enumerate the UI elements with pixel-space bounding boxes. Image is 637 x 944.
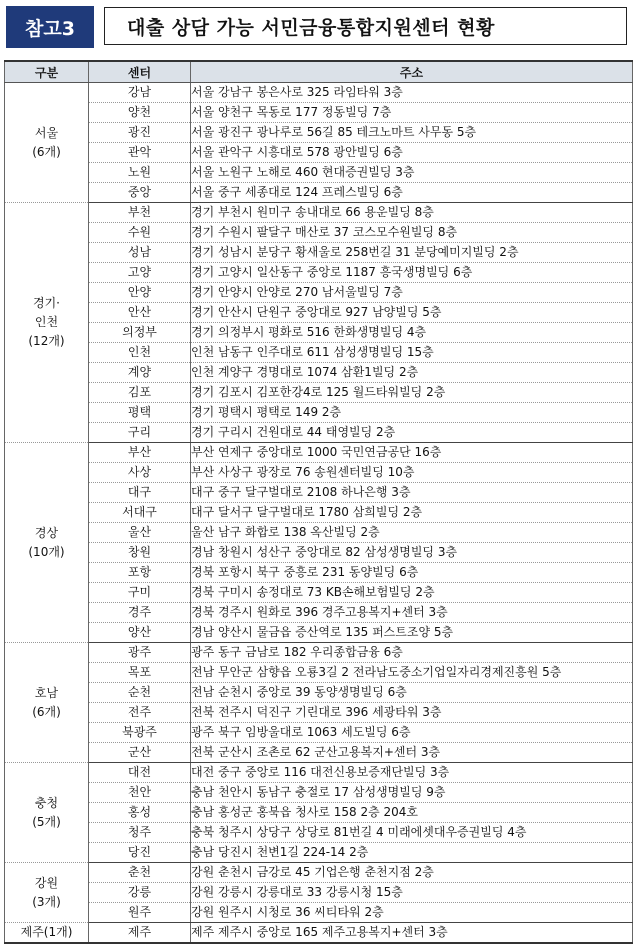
center-address: 전북 군산시 조촌로 62 군산고용복지+센터 3층: [191, 743, 633, 763]
table-row: [5, 683, 633, 703]
table-row: [5, 843, 633, 863]
table-row: [5, 183, 633, 203]
table-row: [5, 563, 633, 583]
center-name: 군산: [89, 743, 191, 763]
region-name: 경상: [34, 525, 59, 540]
center-name: 천안: [89, 783, 191, 803]
table-row: [5, 823, 633, 843]
table-row: [5, 523, 633, 543]
center-address: 전남 순천시 중앙로 39 동양생명빌딩 6층: [191, 683, 633, 703]
table-row: [5, 803, 633, 823]
header-region: 구분: [5, 61, 89, 83]
page-title: 대출 상담 가능 서민금융통합지원센터 현황: [104, 7, 627, 45]
center-name: 대구: [89, 483, 191, 503]
center-name: 김포: [89, 383, 191, 403]
center-name: 당진: [89, 843, 191, 863]
region-cell: [5, 923, 89, 944]
table-header-row: [5, 61, 633, 83]
center-name: 목포: [89, 663, 191, 683]
region-count: (10개): [28, 544, 65, 559]
region-name: 호남: [34, 685, 59, 700]
center-address: 전남 무안군 삼향읍 오룡3길 2 전라남도중소기업일자리경제진흥원 5층: [191, 663, 633, 683]
center-name: 계양: [89, 363, 191, 383]
center-address: 경남 창원시 성산구 중앙대로 82 삼성생명빌딩 3층: [191, 543, 633, 563]
center-name: 순천: [89, 683, 191, 703]
table-row: [5, 203, 633, 223]
table-row: [5, 783, 633, 803]
center-name: 의정부: [89, 323, 191, 343]
table-row: [5, 223, 633, 243]
center-name: 노원: [89, 163, 191, 183]
center-name: 고양: [89, 263, 191, 283]
center-name: 중앙: [89, 183, 191, 203]
center-address: 광주 동구 금남로 182 우리종합금융 6층: [191, 643, 633, 663]
table-row: [5, 163, 633, 183]
region-name: 인천: [34, 315, 59, 329]
center-address: 충남 천안시 동남구 충절로 17 삼성생명빌딩 9층: [191, 783, 633, 803]
center-address: 인천 계양구 경명대로 1074 삼환1빌딩 2층: [191, 363, 633, 383]
region-count: (6개): [32, 144, 61, 159]
region-cell: [5, 443, 89, 643]
region-name: 서울: [34, 125, 59, 140]
center-name: 포항: [89, 563, 191, 583]
table-row: [5, 243, 633, 263]
table-row: [5, 363, 633, 383]
center-address: 경기 성남시 분당구 황새울로 258번길 31 분당예미지빌딩 2층: [191, 243, 633, 263]
center-name: 구미: [89, 583, 191, 603]
table-row: [5, 903, 633, 923]
table-row: [5, 883, 633, 903]
page-header: [6, 6, 629, 48]
table-row: [5, 263, 633, 283]
center-name: 강남: [89, 83, 191, 103]
table-row: [5, 583, 633, 603]
center-address: 부산 연제구 중앙대로 1000 국민연금공단 16층: [191, 443, 633, 463]
center-address: 서울 중구 세종대로 124 프레스빌딩 6층: [191, 183, 633, 203]
center-address: 경기 부천시 원미구 송내대로 66 용운빌딩 8층: [191, 203, 633, 223]
center-name: 부천: [89, 203, 191, 223]
center-name: 원주: [89, 903, 191, 923]
region-cell: [5, 203, 89, 443]
center-address: 서울 노원구 노해로 460 현대증권빌딩 3층: [191, 163, 633, 183]
center-address: 경북 경주시 원화로 396 경주고용복지+센터 3층: [191, 603, 633, 623]
table-row: [5, 703, 633, 723]
center-address: 서울 광진구 광나루로 56길 85 테크노마트 사무동 5층: [191, 123, 633, 143]
center-address: 전북 전주시 덕진구 기린대로 396 세광타워 3층: [191, 703, 633, 723]
region-count: (3개): [32, 894, 61, 909]
reference-badge: 참고3: [6, 6, 94, 48]
center-name: 경주: [89, 603, 191, 623]
region-count: (12개): [28, 334, 65, 348]
center-address: 경남 양산시 물금읍 증산역로 135 퍼스트조양 5층: [191, 623, 633, 643]
center-name: 양산: [89, 623, 191, 643]
center-name: 홍성: [89, 803, 191, 823]
center-name: 제주: [89, 923, 191, 944]
center-address: 부산 사상구 광장로 76 송원센터빌딩 10층: [191, 463, 633, 483]
table-row: [5, 743, 633, 763]
center-address: 충남 당진시 천변1길 224-14 2층: [191, 843, 633, 863]
region-count: (6개): [32, 704, 61, 719]
table-row: [5, 303, 633, 323]
center-address: 대구 달서구 달구벌대로 1780 삼희빌딩 2층: [191, 503, 633, 523]
center-name: 안산: [89, 303, 191, 323]
center-address: 경기 김포시 김포한강4로 125 월드타워빌딩 2층: [191, 383, 633, 403]
table-row: [5, 543, 633, 563]
center-name: 전주: [89, 703, 191, 723]
center-address: 경기 안양시 안양로 270 남서울빌딩 7층: [191, 283, 633, 303]
center-name: 광진: [89, 123, 191, 143]
center-name: 평택: [89, 403, 191, 423]
center-address: 제주 제주시 중앙로 165 제주고용복지+센터 3층: [191, 923, 633, 944]
center-address: 경기 고양시 일산동구 중앙로 1187 흥국생명빌딩 6층: [191, 263, 633, 283]
center-address: 대구 중구 달구벌대로 2108 하나은행 3층: [191, 483, 633, 503]
center-address: 경북 포항시 북구 중흥로 231 동양빌딩 6층: [191, 563, 633, 583]
center-name: 수원: [89, 223, 191, 243]
region-name: 강원: [34, 875, 59, 890]
table-row: [5, 503, 633, 523]
center-address: 서울 관악구 시흥대로 578 광안빌딩 6층: [191, 143, 633, 163]
table-row: [5, 643, 633, 663]
center-name: 성남: [89, 243, 191, 263]
center-address: 경북 구미시 송정대로 73 KB손해보험빌딩 2층: [191, 583, 633, 603]
center-address: 광주 북구 임방울대로 1063 세도빌딩 6층: [191, 723, 633, 743]
center-name: 구리: [89, 423, 191, 443]
center-address: 인천 남동구 인주대로 611 삼성생명빌딩 15층: [191, 343, 633, 363]
region-cell: [5, 643, 89, 763]
center-address: 경기 안산시 단원구 중앙대로 927 남양빌딩 5층: [191, 303, 633, 323]
center-address: 서울 강남구 봉은사로 325 라임타워 3층: [191, 83, 633, 103]
table-row: [5, 603, 633, 623]
table-row: [5, 763, 633, 783]
center-address: 강원 원주시 시청로 36 씨티타워 2층: [191, 903, 633, 923]
center-address: 충북 청주시 상당구 상당로 81번길 4 미래에셋대우증권빌딩 4층: [191, 823, 633, 843]
table-row: [5, 423, 633, 443]
center-address: 경기 의정부시 평화로 516 한화생명빌딩 4층: [191, 323, 633, 343]
center-address: 강원 강릉시 강릉대로 33 강릉시청 15층: [191, 883, 633, 903]
table-row: [5, 723, 633, 743]
region-cell: [5, 83, 89, 203]
table-row: [5, 663, 633, 683]
center-address: 충남 홍성군 홍북읍 청사로 158 2층 204호: [191, 803, 633, 823]
center-name: 강릉: [89, 883, 191, 903]
center-name: 관악: [89, 143, 191, 163]
table-row: [5, 923, 633, 944]
region-name: 제주(1개): [20, 925, 73, 939]
center-address: 울산 남구 화합로 138 옥산빌딩 2층: [191, 523, 633, 543]
center-name: 부산: [89, 443, 191, 463]
center-address: 경기 구리시 건원대로 44 태영빌딩 2층: [191, 423, 633, 443]
center-name: 북광주: [89, 723, 191, 743]
table-row: [5, 463, 633, 483]
table-row: [5, 483, 633, 503]
table-row: [5, 83, 633, 103]
table-row: [5, 283, 633, 303]
center-address: 경기 수원시 팔달구 매산로 37 코스모수원빌딩 8층: [191, 223, 633, 243]
center-address: 강원 춘천시 금강로 45 기업은행 춘천지점 2층: [191, 863, 633, 883]
table-row: [5, 123, 633, 143]
center-address: 서울 양천구 목동로 177 정동빌딩 7층: [191, 103, 633, 123]
center-name: 울산: [89, 523, 191, 543]
table-row: [5, 323, 633, 343]
table-row: [5, 623, 633, 643]
center-name: 대전: [89, 763, 191, 783]
center-name: 창원: [89, 543, 191, 563]
center-name: 춘천: [89, 863, 191, 883]
header-address: 주소: [191, 61, 633, 83]
region-name: 충청: [34, 795, 59, 810]
table-row: [5, 103, 633, 123]
center-address: 대전 중구 중앙로 116 대전신용보증재단빌딩 3층: [191, 763, 633, 783]
center-name: 청주: [89, 823, 191, 843]
table-body: [5, 83, 633, 944]
header-center: 센터: [89, 61, 191, 83]
center-name: 서대구: [89, 503, 191, 523]
region-name: 경기·: [33, 296, 60, 310]
center-name: 사상: [89, 463, 191, 483]
table-row: [5, 343, 633, 363]
center-name: 안양: [89, 283, 191, 303]
region-count: (5개): [32, 814, 61, 829]
region-cell: [5, 863, 89, 923]
center-table: [4, 60, 633, 944]
table-row: [5, 383, 633, 403]
center-name: 광주: [89, 643, 191, 663]
center-address: 경기 평택시 평택로 149 2층: [191, 403, 633, 423]
center-name: 양천: [89, 103, 191, 123]
center-name: 인천: [89, 343, 191, 363]
table-row: [5, 443, 633, 463]
region-cell: [5, 763, 89, 863]
table-row: [5, 143, 633, 163]
table-row: [5, 863, 633, 883]
table-row: [5, 403, 633, 423]
